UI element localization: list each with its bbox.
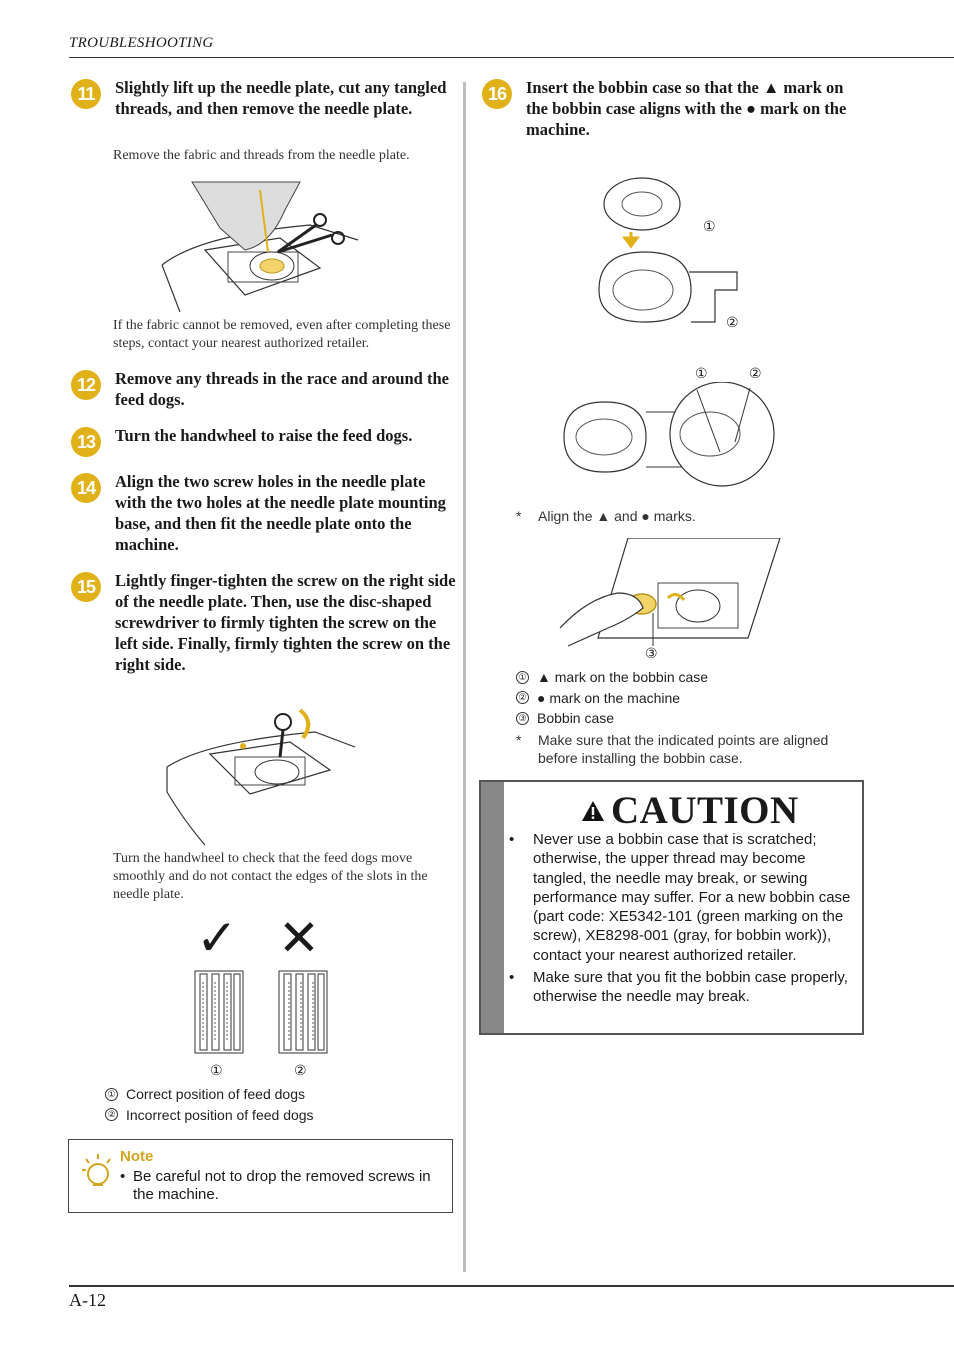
callout-3: ③ xyxy=(645,645,658,661)
bobbin-case-hand-illustration xyxy=(558,538,786,648)
align-note xyxy=(516,507,856,525)
feed-dogs-correct-illustration xyxy=(194,970,244,1055)
page-number: A-12 xyxy=(69,1290,106,1310)
feed-dogs-incorrect-illustration xyxy=(278,970,328,1055)
step-13 xyxy=(71,425,456,457)
caution-side-bar xyxy=(481,782,504,1033)
callout-1: ① xyxy=(695,365,708,381)
legend-row xyxy=(516,667,708,688)
legend-number: ① xyxy=(105,1088,118,1101)
bobbin-legend xyxy=(516,667,708,729)
incorrect-cross-icon: ✕ xyxy=(278,909,320,967)
warning-triangle-icon xyxy=(581,800,605,822)
bobbin-case-alignment-illustration xyxy=(560,382,780,487)
step-instruction: Insert the bobbin case so that the ▲ mark on the bobbin case aligns with the ● mark on the machine. xyxy=(526,78,847,139)
legend-text: Incorrect position of feed dogs xyxy=(126,1106,314,1123)
note-box xyxy=(68,1139,453,1213)
step-number-badge: 14 xyxy=(71,473,101,503)
feed-dogs-legend xyxy=(105,1084,314,1125)
legend-row xyxy=(105,1105,314,1126)
caution-title: CAUTION xyxy=(611,789,799,832)
step-14 xyxy=(71,471,456,555)
header-rule xyxy=(69,57,954,58)
legend-row xyxy=(516,688,708,709)
callout-1: ① xyxy=(210,1062,223,1078)
step-instruction: Remove any threads in the race and around the feed dogs. xyxy=(115,369,449,409)
column-divider xyxy=(463,82,466,1272)
step-16 xyxy=(482,77,867,140)
bobbin-case-insert-illustration xyxy=(595,172,745,342)
legend-row xyxy=(516,708,708,729)
screw-tightening-illustration xyxy=(165,702,360,847)
caution-heading xyxy=(581,788,799,833)
callout-2: ② xyxy=(749,365,762,381)
legend-text: Bobbin case xyxy=(537,710,615,726)
note-text: Be careful not to drop the removed screws in the machine. xyxy=(133,1168,431,1203)
step-15 xyxy=(71,570,456,675)
legend-text: Correct position of feed dogs xyxy=(126,1086,305,1102)
legend-text: ● mark on the machine xyxy=(537,689,681,706)
note-item xyxy=(120,1168,445,1204)
needle-plate-removal-illustration xyxy=(160,180,360,315)
caution-text: Never use a bobbin case that is scratched; otherwise, the upper thread may become tangled, the needle may break, or sewing performance may suffer. For a new bobbin case (part code: XE5342-101 (green marking on the screw), XE8298-001 (gray, for bobbin work)), contact your nearest authorized retailer. xyxy=(533,831,851,964)
check-feed-dogs-text: Turn the handwheel to check that the feed dogs move smoothly and do not contact the edges of the slots in the needle plate. xyxy=(113,851,428,902)
caution-box xyxy=(479,780,864,1035)
step-instruction: Lightly finger-tighten the screw on the right side of the needle plate. Then, use the disc-shaped screwdriver to firmly tighten the screw on the left side. Finally, firmly tighten the screw on the right side. xyxy=(115,571,456,674)
remove-fabric-text: Remove the fabric and threads from the needle plate. xyxy=(113,148,410,163)
bobbin-footnote xyxy=(516,731,856,767)
step-instruction: Turn the handwheel to raise the feed dogs. xyxy=(115,426,413,445)
step-number-badge: 13 xyxy=(71,427,101,457)
step-11 xyxy=(71,77,456,119)
bullet: • xyxy=(509,969,515,987)
legend-number: ③ xyxy=(516,712,529,725)
step-number-badge: 15 xyxy=(71,572,101,602)
step-instruction: Slightly lift up the needle plate, cut any tangled threads, and then remove the needle plate. xyxy=(115,78,447,118)
legend-number: ② xyxy=(105,1108,118,1121)
step-instruction: Align the two screw holes in the needle plate with the two holes at the needle plate mounting base, and then fit the needle plate onto the machine. xyxy=(115,472,446,554)
caution-item xyxy=(509,968,859,1007)
align-note-text: Align the ▲ and ● marks. xyxy=(538,508,696,524)
bullet: • xyxy=(120,1168,126,1185)
legend-text: ▲ mark on the bobbin case xyxy=(537,669,709,685)
callout-2: ② xyxy=(294,1062,307,1078)
asterisk: * xyxy=(516,732,522,748)
correct-check-icon: ✓ xyxy=(196,909,238,967)
asterisk: * xyxy=(516,508,522,524)
step-12 xyxy=(71,368,456,410)
callout-2: ② xyxy=(726,314,739,330)
step-number-badge: 11 xyxy=(71,79,101,109)
callout-1: ① xyxy=(703,218,716,234)
section-title: TROUBLESHOOTING xyxy=(69,35,214,51)
caution-text: Make sure that you fit the bobbin case properly, otherwise the needle may break. xyxy=(533,969,848,1006)
legend-number: ② xyxy=(516,691,529,704)
step-number-badge: 16 xyxy=(482,79,512,109)
footnote-text: Make sure that the indicated points are aligned before installing the bobbin case. xyxy=(538,732,829,766)
footer-rule xyxy=(69,1285,954,1287)
contact-retailer-text: If the fabric cannot be removed, even after completing these steps, contact your nearest authorized retailer. xyxy=(113,318,451,351)
legend-number: ① xyxy=(516,671,529,684)
legend-row xyxy=(105,1084,314,1105)
step-number-badge: 12 xyxy=(71,370,101,400)
lightbulb-icon xyxy=(81,1152,111,1192)
caution-list xyxy=(509,830,859,1010)
note-title: Note xyxy=(120,1148,154,1165)
bullet: • xyxy=(509,831,515,848)
caution-item xyxy=(509,830,859,965)
